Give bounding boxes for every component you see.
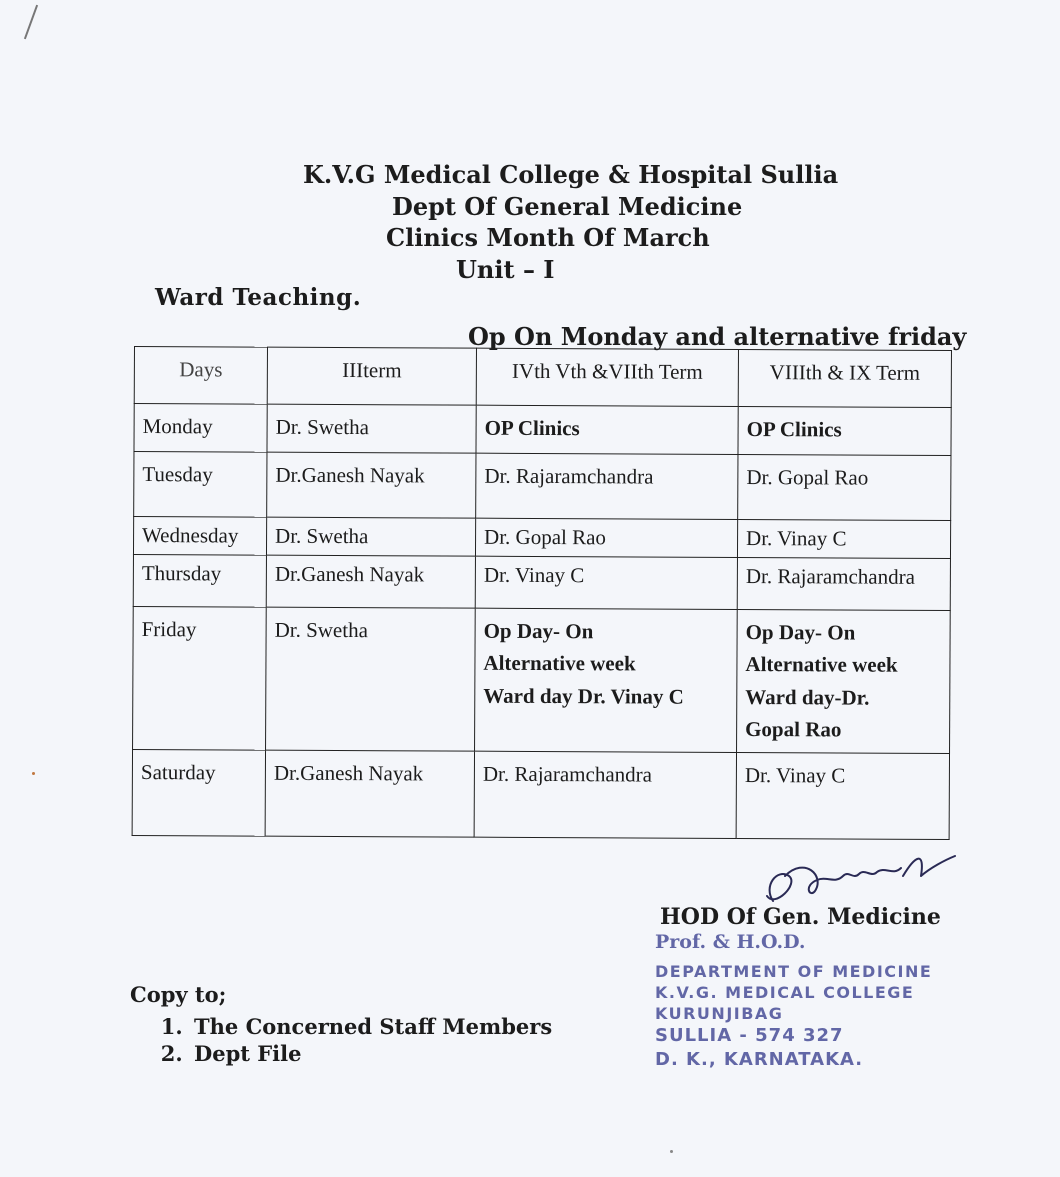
section-title: Ward Teaching. bbox=[155, 284, 362, 311]
term8-cell: Dr. Rajaramchandra bbox=[737, 557, 950, 610]
header-term3: IIIterm bbox=[267, 347, 476, 405]
table-row bbox=[133, 517, 950, 559]
term3-cell: Dr.Ganesh Nayak bbox=[267, 452, 476, 518]
term8-line: Gopal Rao bbox=[745, 717, 842, 742]
day-cell: Wednesday bbox=[133, 517, 266, 555]
college-name: K.V.G Medical College & Hospital Sullia bbox=[303, 160, 839, 189]
stamp-line: D. K., KARNATAKA. bbox=[655, 1049, 864, 1071]
op-note: Op On Monday and alternative friday bbox=[468, 322, 967, 351]
term3-cell: Dr.Ganesh Nayak bbox=[265, 750, 474, 837]
table-row bbox=[134, 452, 951, 521]
day-cell: Tuesday bbox=[134, 452, 267, 518]
stamp-line: DEPARTMENT OF MEDICINE bbox=[655, 962, 933, 982]
term4-cell: Dr. Rajaramchandra bbox=[476, 453, 738, 519]
list-item: 2. Dept File bbox=[190, 1040, 552, 1067]
unit-label: Unit – I bbox=[456, 255, 555, 284]
term8-cell: Dr. Vinay C bbox=[736, 752, 949, 839]
copy-to-label: Copy to; bbox=[130, 982, 227, 1007]
table-row bbox=[133, 554, 950, 610]
term8-cell: OP Clinics bbox=[738, 406, 951, 455]
clinics-month: Clinics Month Of March bbox=[386, 223, 710, 252]
department-name: Dept Of General Medicine bbox=[392, 192, 743, 221]
term4-line: Op Day- On bbox=[483, 618, 594, 643]
copy-to-list bbox=[130, 1013, 552, 1068]
hod-title: HOD Of Gen. Medicine bbox=[660, 904, 941, 930]
term8-line: Ward day-Dr. bbox=[745, 684, 870, 710]
term3-cell: Dr. Swetha bbox=[266, 607, 476, 751]
table-row bbox=[132, 749, 949, 839]
day-cell: Monday bbox=[134, 404, 267, 453]
term4-cell bbox=[475, 608, 738, 752]
scan-artifact bbox=[24, 5, 38, 40]
header-term4: IVth Vth &VIIth Term bbox=[476, 348, 738, 406]
term3-cell: Dr. Swetha bbox=[267, 404, 476, 453]
term8-cell: Dr. Gopal Rao bbox=[738, 454, 951, 520]
header-term8: VIIIth & IX Term bbox=[738, 349, 951, 407]
term4-cell: Dr. Gopal Rao bbox=[475, 518, 737, 557]
list-item: 1. The Concerned Staff Members bbox=[190, 1013, 552, 1040]
scan-speck bbox=[32, 772, 35, 775]
stamp-line: Prof. & H.O.D. bbox=[655, 931, 806, 953]
scan-speck bbox=[670, 1150, 673, 1153]
table-row bbox=[133, 606, 951, 753]
copy-to-block bbox=[130, 982, 552, 1068]
day-cell: Thursday bbox=[133, 554, 266, 607]
stamp-line: SULLIA - 574 327 bbox=[655, 1025, 844, 1047]
term8-cell bbox=[737, 609, 951, 753]
term8-cell: Dr. Vinay C bbox=[737, 519, 950, 558]
term4-cell: Dr. Vinay C bbox=[475, 556, 737, 609]
term3-cell: Dr. Swetha bbox=[266, 517, 475, 556]
table-header-row bbox=[134, 347, 951, 408]
term4-line: Ward day Dr. Vinay C bbox=[483, 683, 684, 709]
day-cell: Friday bbox=[133, 606, 267, 750]
term4-line: Alternative week bbox=[483, 650, 636, 676]
term4-cell: Dr. Rajaramchandra bbox=[474, 751, 736, 838]
table-row bbox=[134, 404, 951, 456]
stamp-line: K.V.G. MEDICAL COLLEGE bbox=[655, 983, 915, 1003]
header-days: Days bbox=[134, 347, 267, 405]
signatory-block bbox=[660, 904, 941, 930]
term8-line: Op Day- On bbox=[745, 619, 856, 645]
schedule-table bbox=[132, 346, 952, 840]
term4-cell: OP Clinics bbox=[476, 405, 738, 454]
day-cell: Saturday bbox=[132, 749, 265, 836]
department-stamp bbox=[655, 930, 932, 1072]
term3-cell: Dr.Ganesh Nayak bbox=[266, 555, 475, 608]
stamp-line: KURUNJIBAG bbox=[655, 1004, 784, 1024]
term8-line: Alternative week bbox=[745, 652, 898, 677]
